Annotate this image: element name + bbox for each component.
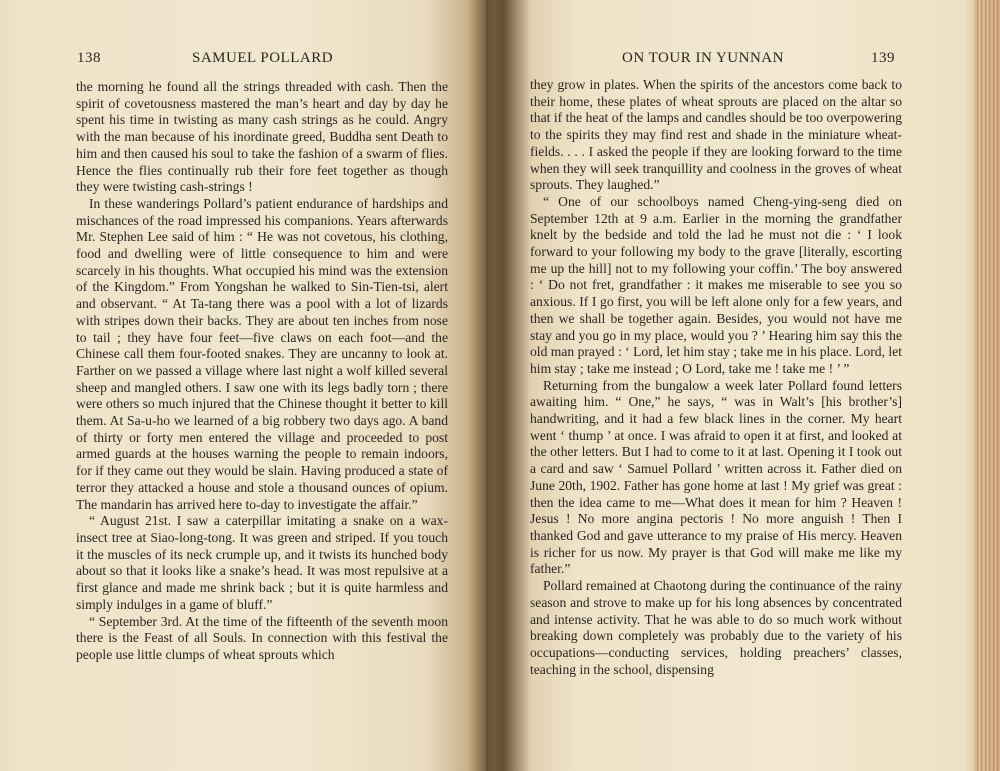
paragraph: In these wanderings Pollard’s patient endurance of hardships and mischances of the road impressed his companions. Years afterwards Mr. Stephen Lee said of him : “ He was not covetous, his clothing, food and dwelling were of little consequence to him and were scarcely in his thoughts. What occupied his mind was the extension of the Kingdom.” From Yongshan he walked to Sin-Tien-tsi, alert and observant. “ At Ta-tang there was a pool with a lot of lizards with stripes down their backs. They are about ten inches from nose to tail ; they have four feet—five claws on each foot—and the Chinese call them four-footed snakes. They are uncanny to look at. Farther on we passed a village where last night a wolf killed several sheep and mangled others. I saw one with its legs badly torn ; there were others so much injured that the Chinese thought it better to kill them. At Sa-u-ho we learned of a big robbery two days ago. A band of thirty or forty men entered the village and proceeded to post armed guards at the houses warning the people to remain indoors, for if they came out they would be slain. Having produced a state of terror they attacked a house and stole a thousand ounces of opium. The mandarin has arrived here to-day to investigate the affair.” <box>76 195 448 512</box>
paragraph: the morning he found all the strings threaded with cash. Then the spirit of covetousness mastered the man’s heart and day by day he spent his time in twisting as many cash strings as he could. Angry with the man because of his inordinate greed, Buddha sent Death to him and then caused his soul to take the fashion of a swarm of flies. Hence the flies continually rub their fore feet together as though they were twisting cash-strings ! <box>76 79 448 195</box>
paragraph: they grow in plates. When the spirits of the ancestors come back to their home, these plates of wheat sprouts are placed on the altar so that if the heat of the lamps and candles should be too overpowering to the spirits they may find rest and shade in the miniature wheat-fields. . . . I asked the people if they are looking forward to the time when they will seek tranquillity and coolness in the groves of wheat sprouts. They laughed.” <box>530 77 902 193</box>
page-body <box>530 77 902 678</box>
running-head: ON TOUR IN YUNNAN <box>622 50 784 66</box>
paragraph: “ September 3rd. At the time of the fifteenth of the seventh moon there is the Feast of all Souls. In connection with this festival the people use little clumps of wheat sprouts which <box>76 613 448 662</box>
page-number: 138 <box>77 50 101 66</box>
right-page <box>486 0 1000 771</box>
paragraph: Pollard remained at Chaotong during the continuance of the rainy season and strove to make up for his long absences by concentrated and intense activity. That he was able to do so much work without breaking down completely was probably due to the variety of his occupations—conducting services, holding preachers’ classes, teaching in the school, dispensing <box>530 578 902 677</box>
page-body <box>76 79 448 664</box>
running-head: SAMUEL POLLARD <box>192 50 334 66</box>
paragraph: “ One of our schoolboys named Cheng-ying-seng died on September 12th at 9 a.m. Earlier in the morning the grandfather knelt by the bedside and told the lad he must not die : ‘ I look forward to your following my body to the grave [literally, escorting me up the hill] not to my following your coffin.’ The boy answered : ‘ Do not fret, grandfather : it makes me miserable to see you so anxious. If I go first, you will be left alone only for a few years, and then we shall be together again. Besides, you would not have me stay and you go in my place, would you ? ’ Hearing him say this the old man prayed : ‘ Lord, let him stay ; take me in his place. Lord, let him stay ; take me instead ; O Lord, take me ! take me ! ’ ” <box>530 193 902 376</box>
paragraph: “ August 21st. I saw a caterpillar imitating a snake on a wax-insect tree at Siao-long-tong. It was green and striped. If you touch it the muscles of its neck crumple up, and it twists its hunched body about so that it looks like a snake’s head. It was most repulsive at a first glance and made me shrink back ; but it is quite harmless and simply indulges in a game of bluff.” <box>76 513 448 612</box>
paragraph: Returning from the bungalow a week later Pollard found letters awaiting him. “ One,” he says, “ was in Walt’s [his brother’s] handwriting, and it had a few black lines in the corner. My heart went ‘ thump ’ at once. I was afraid to open it at first, and looked at the other letters. But I had to come to it at last. Opening it I took out a card and saw ‘ Samuel Pollard ’ written across it. Father died on June 20th, 1902. Father has gone home at last ! My grief was great : then the idea came to me—What does it mean for him ? Heaven ! Jesus ! No more angina pectoris ! No more anguish ! Then I thanked God and gave utterance to my praise of His mercy. Heaven is richer for us now. My prayer is that God will make me like my father.” <box>530 377 902 577</box>
page-edges <box>974 0 1000 771</box>
left-page <box>0 0 486 771</box>
page-number: 139 <box>871 50 895 66</box>
